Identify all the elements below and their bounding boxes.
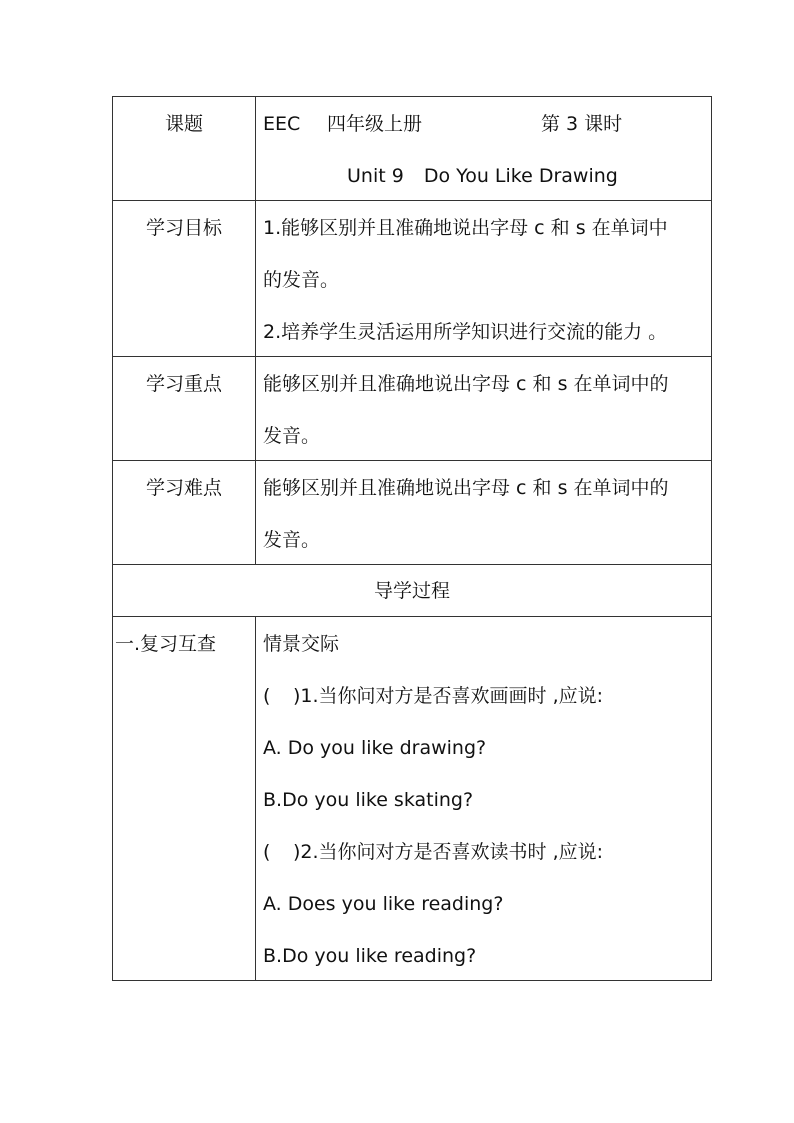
row-review (113, 617, 712, 981)
question-1-option-b: B.Do you like skating? (263, 789, 474, 811)
question-2-option-b: B.Do you like reading? (263, 945, 477, 967)
row-difficult-points (113, 461, 712, 565)
process-heading-cell (113, 565, 712, 617)
topic-content-cell (256, 97, 712, 201)
review-content-cell (256, 617, 712, 981)
topic-label-cell (113, 97, 256, 201)
goals-label-cell (113, 201, 256, 357)
review-label-cell (113, 617, 256, 981)
question-1 (263, 683, 705, 709)
goals-line-3: 2.培养学生灵活运用所学知识进行交流的能力 。 (263, 321, 668, 343)
lesson-plan-table (112, 96, 712, 981)
row-goals (113, 201, 712, 357)
question-1-paren: ( (263, 685, 271, 707)
key-line-1: 能够区别并且准确地说出字母 c 和 s 在单词中的 (263, 373, 669, 395)
question-1-text: )1.当你问对方是否喜欢画画时 ,应说: (293, 685, 604, 707)
goals-label: 学习目标 (145, 217, 222, 239)
question-2-text: )2.当你问对方是否喜欢读书时 ,应说: (293, 841, 604, 863)
key-content-cell (256, 357, 712, 461)
row-key-points (113, 357, 712, 461)
difficult-content-cell (256, 461, 712, 565)
row-topic (113, 97, 712, 201)
goals-line-1: 1.能够区别并且准确地说出字母 c 和 s 在单词中 (263, 217, 668, 239)
goals-content-cell (256, 201, 712, 357)
topic-line (263, 111, 705, 137)
key-label-cell (113, 357, 256, 461)
review-label: 一.复习互查 (115, 633, 217, 655)
difficult-line-2: 发音。 (263, 529, 321, 551)
key-label: 学习重点 (145, 373, 222, 395)
grade-text: 四年级上册 (327, 113, 423, 135)
topic-label: 课题 (164, 113, 203, 135)
review-heading: 情景交际 (263, 633, 340, 655)
lesson-number: 第 3 课时 (541, 113, 623, 135)
row-process-heading (113, 565, 712, 617)
unit-title: Do You Like Drawing (423, 165, 618, 187)
unit-line (263, 163, 705, 189)
difficult-label-cell (113, 461, 256, 565)
question-2-option-a: A. Does you like reading? (263, 893, 504, 915)
difficult-label: 学习难点 (145, 477, 222, 499)
publisher-code: EEC (263, 113, 301, 135)
question-2 (263, 839, 705, 865)
process-heading: 导学过程 (373, 579, 450, 602)
question-2-paren: ( (263, 841, 271, 863)
question-1-option-a: A. Do you like drawing? (263, 737, 487, 759)
unit-number: Unit 9 (347, 165, 404, 187)
key-line-2: 发音。 (263, 425, 321, 447)
difficult-line-1: 能够区别并且准确地说出字母 c 和 s 在单词中的 (263, 477, 669, 499)
goals-line-2: 的发音。 (263, 269, 340, 291)
